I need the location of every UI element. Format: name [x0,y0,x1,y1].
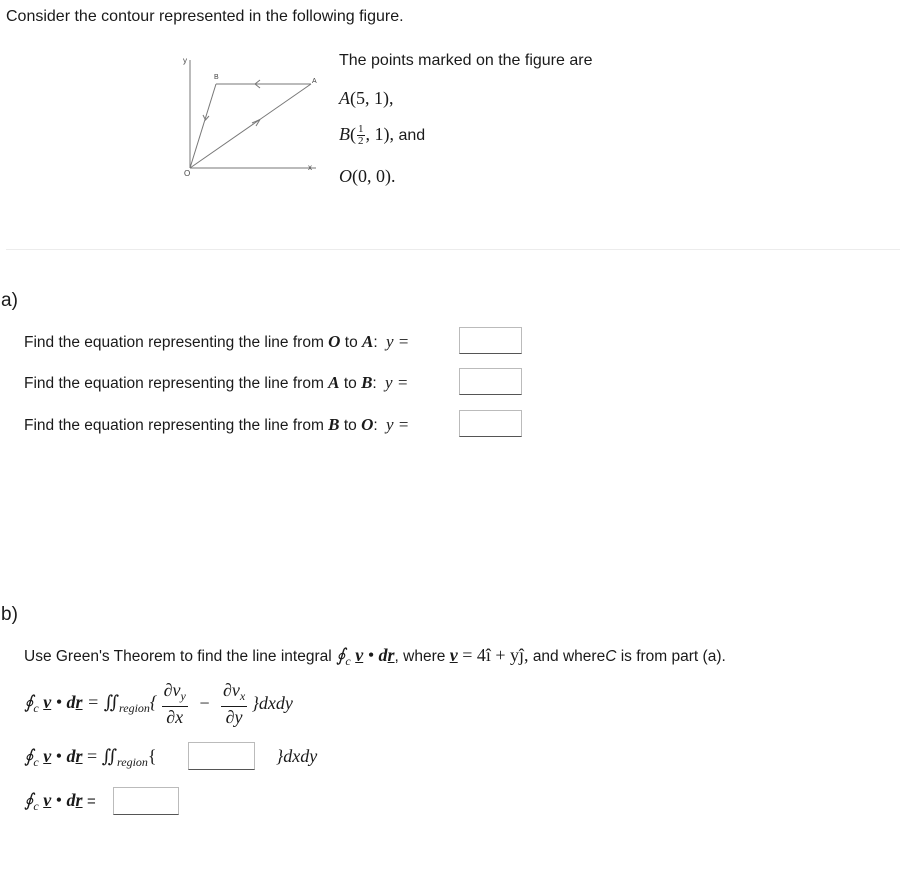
line2-integral-sub: c [33,755,39,769]
point-a-coords: (5, 1), [350,88,394,108]
point-b-open: ( [350,124,356,144]
line1-frac1-num [162,680,188,707]
point-a-text [339,88,394,109]
line3-r: r [75,790,83,810]
prompt-and: and where [532,648,606,665]
line1-frac1-den: ∂x [166,707,184,727]
point-a-label: A [312,78,317,85]
point-b-label: B [214,74,219,81]
line1-frac2-num-sub: x [239,689,246,703]
line1-v: v [43,691,52,712]
question-b-to-o: Find the equation representing the line from B to O: y = [24,415,410,434]
q1-lhs: y = [385,332,410,351]
prompt-integral [335,645,395,668]
line1-d: d [66,691,76,712]
prompt-comma: , [394,648,399,665]
line2-r: r [75,746,83,766]
q3-text: Find the equation representing the line from [24,417,324,434]
q3-from: B [328,415,340,434]
point-b-text [339,124,425,147]
line1-fraction-1 [162,680,188,727]
line2-d: d [66,746,76,766]
intro-text: Consider the contour represented in the following figure. [6,8,404,25]
prompt-integral-sign: ∮ [335,645,346,665]
segment-b-to-o [190,84,216,168]
prompt-end: is from part (a). [620,648,726,665]
point-b-and: and [398,127,426,144]
prompt-c: C [605,648,617,665]
origin-label: O [184,169,191,178]
point-o-text [339,166,396,187]
prompt-where: where [403,648,446,665]
part-b-label: b) [1,604,18,625]
question-o-to-a: Find the equation representing the line from O to A: y = [24,332,410,351]
line2-integral-sign: ∮ [24,746,34,766]
answer-input-line-integral[interactable] [113,787,179,815]
contour-figure [176,50,326,180]
q1-from: O [328,332,341,351]
greens-line-2: $∮_c$ v • dr = $∬_{region}${ [24,746,157,769]
greens-line-1: $∮_c$ v • dr = $∬_{region}${ $\frac{\partial v_y}{\partial x}$ − $\frac{\partial v_x}{\partial y}$ }dxdy [24,680,293,727]
point-b-rest: , 1), [365,124,394,144]
line3-dot: • [55,790,63,810]
line1-r: r [75,691,83,712]
point-o-coords: (0, 0). [352,166,396,186]
greens-line-3: $∮_c$ v • dr = [24,790,96,813]
line2-region: region [117,755,148,769]
q1-to-word: to [344,334,358,351]
point-b-name: B [339,124,350,144]
answer-input-integrand[interactable] [188,742,255,770]
points-heading: The points marked on the figure are [339,52,593,69]
segment-o-to-a [190,84,311,168]
q2-from: A [328,373,340,392]
line2-dxdy: }dxdy [276,746,318,766]
line1-dot: • [55,691,63,712]
line1-integral-sub: c [33,700,39,715]
x-axis-label: x [308,163,312,172]
q2-to: B [361,373,373,392]
part-b-prompt [24,645,726,669]
line1-frac2-num [221,680,247,707]
prompt-field-expr: = 4î + yĵ, [462,645,529,665]
part-a-label: a) [1,290,18,311]
answer-input-b-to-o[interactable] [459,410,522,437]
point-b-frac-num: 1 [358,123,364,136]
line1-dxdy: }dxdy [251,693,293,713]
prompt-v: v [355,645,364,665]
q3-to-word: to [343,417,357,434]
section-divider [6,249,900,250]
point-o-name: O [339,166,352,186]
line1-fraction-2 [221,680,247,727]
prompt-field-v: v [449,645,458,665]
point-b-frac-den: 2 [358,135,364,148]
point-a-name: A [339,88,350,108]
line1-frac2-num-main: ∂v [223,680,240,700]
q2-text: Find the equation representing the line from [24,375,324,392]
question-a-to-b: Find the equation representing the line from A to B: y = [24,373,409,392]
prompt-r: r [387,645,395,665]
line1-integral-sign: ∮ [24,691,34,712]
prompt-integral-sub: c [345,654,351,668]
q1-to: A [362,332,374,351]
q3-to: O [361,415,374,434]
answer-input-a-to-b[interactable] [459,368,522,395]
q2-lhs: y = [385,373,409,392]
point-b-fraction [357,124,365,147]
q3-lhs: y = [385,415,410,434]
prompt-field [450,645,529,665]
prompt-dot: • [367,645,375,665]
line1-frac2-den: ∂y [225,707,243,727]
y-axis-label: y [183,56,187,65]
prompt-d: d [378,645,388,665]
line3-integral-sub: c [33,799,39,813]
line2-v: v [43,746,52,766]
line3-v: v [43,790,52,810]
answer-input-o-to-a[interactable] [459,327,522,354]
line1-frac1-num-main: ∂v [163,680,181,700]
prompt-start: Use Green's Theorem to find the line integral [24,648,332,665]
q2-to-word: to [343,375,357,392]
q1-text: Find the equation representing the line from [24,334,324,351]
line3-integral-sign: ∮ [24,790,34,810]
line2-dot: • [55,746,63,766]
line1-lhs: $∮_c$ v • dr = $∬_{region}${ [24,691,158,715]
line1-region: region [119,700,150,715]
line1-frac1-num-sub: y [180,689,186,703]
line3-d: d [66,790,76,810]
